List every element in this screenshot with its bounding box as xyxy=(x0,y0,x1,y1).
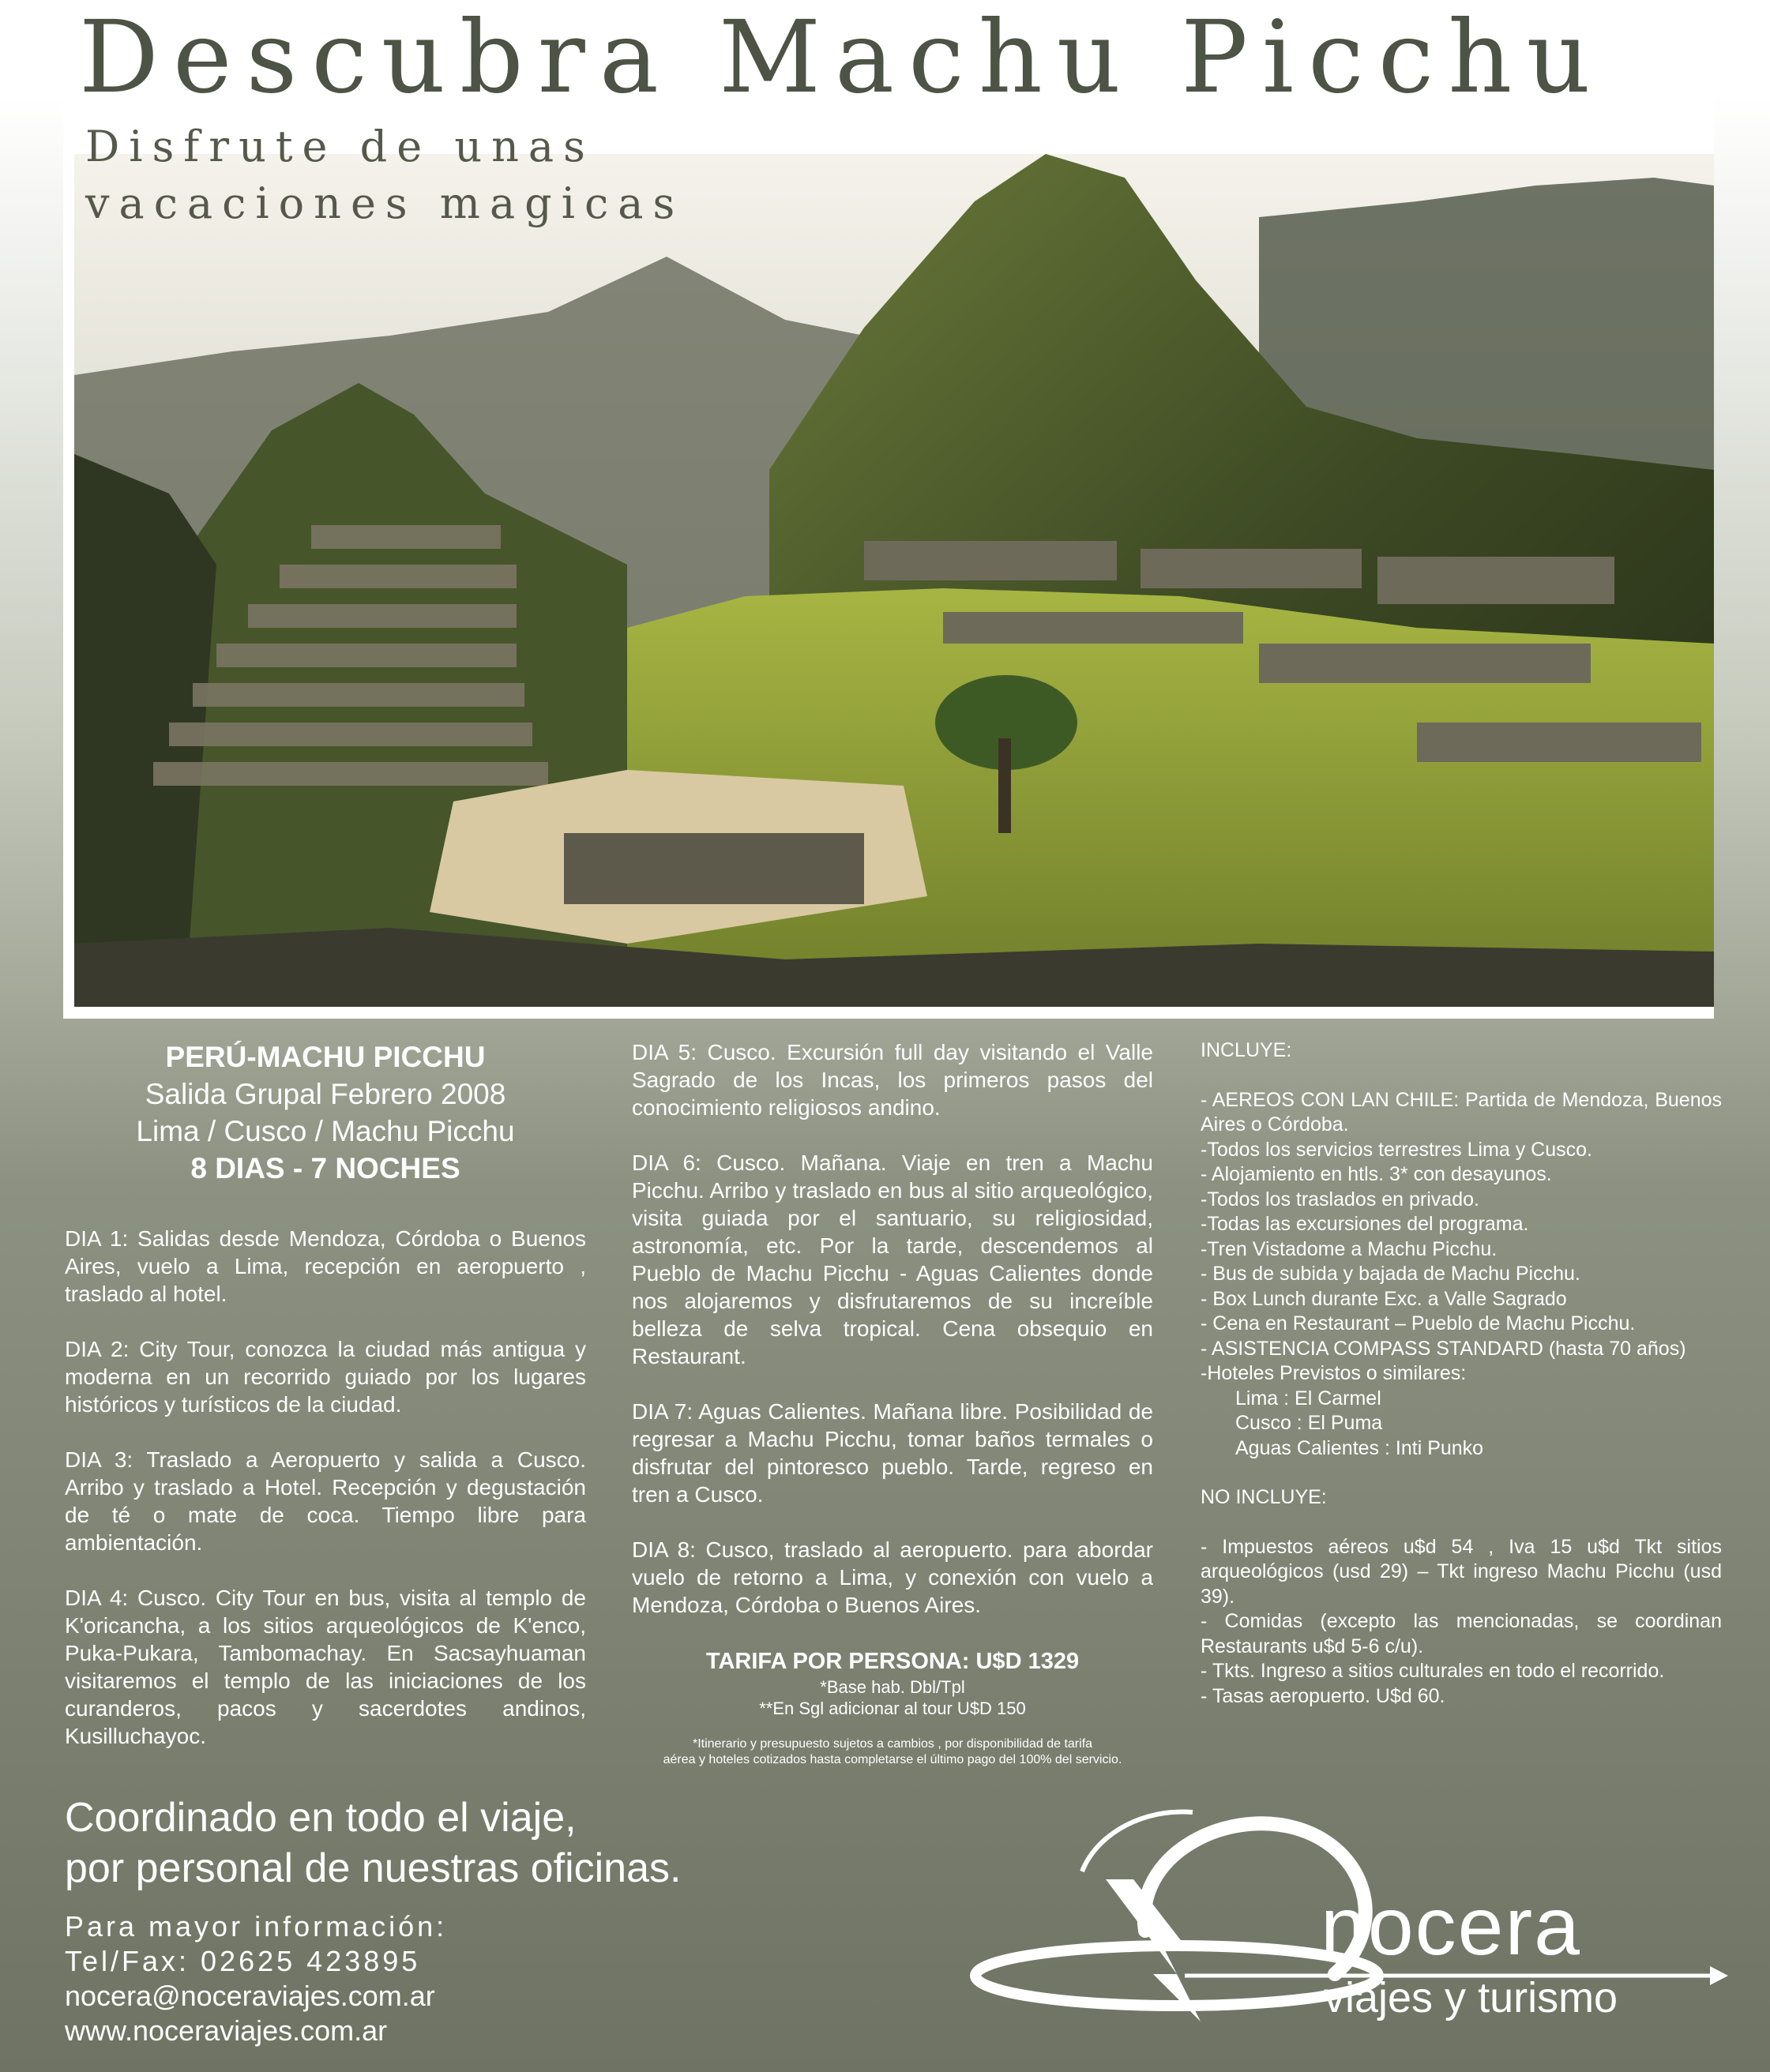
itinerary-column-1 xyxy=(65,1038,586,1777)
intro-route: Lima / Cusco / Machu Picchu xyxy=(136,1115,515,1147)
price-single-note: **En Sgl adicionar al tour U$D 150 xyxy=(759,1699,1026,1718)
price-per-person: TARIFA POR PERSONA: U$D 1329 xyxy=(705,1649,1080,1674)
itinerary-day-5: DIA 5: Cusco. Excursión full day visitando el Valle Sagrado de los Incas, los primeros pasos del conocimiento religiosos andino. xyxy=(632,1040,1153,1120)
includes-item: -Todos los servicios terrestres Lima y Cusco. xyxy=(1201,1138,1592,1161)
not-included-item: - Tasas aeropuerto. U$d 60. xyxy=(1201,1684,1445,1707)
itinerary-day-1: DIA 1: Salidas desde Mendoza, Córdoba o Buenos Aires, vuelo a Lima, recepción en aeropuerto , traslado al hotel. xyxy=(65,1226,586,1306)
includes-column xyxy=(1201,1038,1722,1709)
contact-website[interactable]: www.noceraviajes.com.ar xyxy=(65,2014,388,2047)
intro-heading-block xyxy=(65,1038,586,1187)
spacer xyxy=(1201,1461,1722,1485)
contact-email[interactable]: nocera@noceraviajes.com.ar xyxy=(65,1980,435,2012)
includes-item: - Cena en Restaurant – Pueblo de Machu Picchu. xyxy=(1201,1312,1636,1334)
includes-item: -Tren Vistadome a Machu Picchu. xyxy=(1201,1237,1498,1260)
subtitle-line-2: vacaciones magicas xyxy=(85,178,685,228)
fine-print xyxy=(632,1736,1153,1768)
hotel-cusco: Cusco : El Puma xyxy=(1235,1412,1383,1434)
includes-heading: INCLUYE: xyxy=(1201,1039,1292,1061)
hotel-aguas-calientes: Aguas Calientes : Inti Punko xyxy=(1235,1436,1484,1459)
coordination-line-1: Coordinado en todo el viaje, xyxy=(65,1795,577,1841)
includes-item: - Alojamiento en htls. 3* con desayunos. xyxy=(1201,1163,1552,1185)
contact-phone: Tel/Fax: 02625 423895 xyxy=(65,1945,421,1977)
itinerary-day-4: DIA 4: Cusco. City Tour en bus, visita al templo de K'oricancha, a los sitios arqueológicos de K'enco, Puka-Pukara, Tambomachay. En Sacsayhuaman visitaremos el templo de las iniciaciones de los curanderos, pacos y sacerdotes andinos, Kusilluchayoc. xyxy=(65,1586,586,1748)
includes-item: - Bus de subida y bajada de Machu Picchu. xyxy=(1201,1263,1580,1285)
itinerary-column-2 xyxy=(632,1038,1153,1768)
itinerary-day-2: DIA 2: City Tour, conozca la ciudad más antigua y moderna en un recorrido guiado por los lugares históricos y turísticos de la ciudad. xyxy=(65,1337,586,1417)
not-included-item: - Comidas (excepto las mencionadas, se coordinan Restaurants u$d 5-6 c/u). xyxy=(1201,1610,1722,1657)
intro-duration: 8 DIAS - 7 NOCHES xyxy=(190,1152,460,1184)
includes-item: - Box Lunch durante Exc. a Valle Sagrado xyxy=(1201,1287,1567,1310)
pricing-block xyxy=(632,1646,1153,1768)
includes-assistance: - ASISTENCIA COMPASS STANDARD (hasta 70 años) xyxy=(1201,1337,1686,1360)
itinerary-day-3: DIA 3: Traslado a Aeropuerto y salida a Cusco. Arribo y traslado a Hotel. Recepción y degustación de té o mate de coca. Tiempo libre para ambientación. xyxy=(65,1447,586,1555)
subtitle-line-1: Disfrute de unas xyxy=(85,122,595,171)
intro-heading: PERÚ-MACHU PICCHU xyxy=(165,1041,486,1073)
logo-tagline: viajes y turismo xyxy=(1324,1974,1618,2021)
not-included-item: - Impuestos aéreos u$d 54 , Iva 15 u$d Tkt sitios arqueológicos (usd 29) – Tkt ingreso Machu Picchu (usd 39). xyxy=(1201,1535,1722,1608)
itinerary-day-7: DIA 7: Aguas Calientes. Mañana libre. Posibilidad de regresar a Machu Picchu, tomar baños termales o disfrutar del pintoresco pueblo. Tarde, regreso en tren a Cusco. xyxy=(632,1399,1153,1507)
contact-info xyxy=(65,1909,447,2048)
page-subtitle xyxy=(85,118,684,232)
machu-picchu-photo xyxy=(74,154,1714,1007)
itinerary-day-6: DIA 6: Cusco. Mañana. Viaje en tren a Machu Picchu. Arribo y traslado en bus al sitio arqueológico, visita guiada por el santuario, su religiosidad, astronomía, etc. Por la tarde, descendemos al Pueblo de Machu Picchu - Aguas Calientes donde nos alojaremos y disfrutaremos de su increíble belleza de selva tropical. Cena obsequio en Restaurant. xyxy=(632,1150,1153,1368)
machu-picchu-illustration xyxy=(74,154,1714,1007)
itinerary-day-8: DIA 8: Cusco, traslado al aeropuerto. para abordar vuelo de retorno a Lima, y conexión con vuelo a Mendoza, Córdoba o Buenos Aires. xyxy=(632,1537,1153,1617)
includes-flights: - AEREOS CON LAN CHILE: Partida de Mendoza, Buenos Aires o Córdoba. xyxy=(1201,1088,1722,1135)
includes-item: -Todas las excursiones del programa. xyxy=(1201,1213,1529,1235)
spacer xyxy=(1201,1064,1722,1088)
contact-info-label: Para mayor información: xyxy=(65,1910,448,1942)
not-included-heading: NO INCLUYE: xyxy=(1201,1486,1327,1508)
hotel-lima: Lima : El Carmel xyxy=(1235,1387,1381,1409)
fine-print-line-2: aérea y hoteles cotizados hasta completarse el último pago del 100% del servicio. xyxy=(663,1753,1122,1766)
not-included-item: - Tkts. Ingreso a sitios culturales en todo el recorrido. xyxy=(1201,1660,1665,1682)
price-base-note: *Base hab. Dbl/Tpl xyxy=(820,1677,965,1697)
fine-print-line-1: *Itinerario y presupuesto sujetos a cambios , por disponibilidad de tarifa xyxy=(692,1737,1093,1751)
coordination-line-2: por personal de nuestras oficinas. xyxy=(65,1845,682,1891)
includes-item: -Todos los traslados en privado. xyxy=(1201,1188,1479,1211)
spacer xyxy=(1201,1511,1722,1535)
page-title: Descubra Machu Picchu xyxy=(79,0,1605,115)
coordination-message xyxy=(65,1792,681,1894)
hotels-heading: -Hoteles Previstos o similares: xyxy=(1201,1362,1467,1384)
logo-name: nocera xyxy=(1321,1881,1581,1973)
intro-departure: Salida Grupal Febrero 2008 xyxy=(145,1078,506,1110)
